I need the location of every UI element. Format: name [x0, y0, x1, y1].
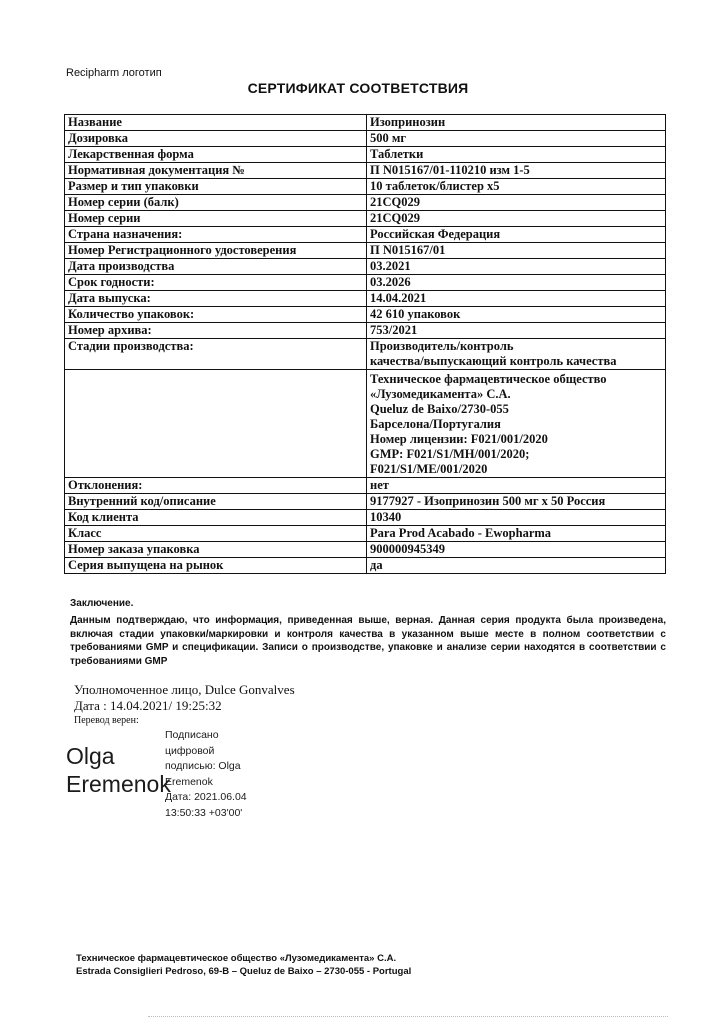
row-value: 10340	[367, 510, 666, 526]
table-row-production-stages	[65, 339, 666, 370]
row-label: Номер серии (балк)	[65, 195, 367, 211]
table-row	[65, 243, 666, 259]
row-value: Para Prod Acabado - Ewopharma	[367, 526, 666, 542]
row-value: 9177927 - Изопринозин 500 мг х 50 Россия	[367, 494, 666, 510]
production-role-line: Производитель/контроль	[370, 339, 514, 353]
row-label: Дата выпуска:	[65, 291, 367, 307]
manufacturer-line: GMP: F021/S1/MH/001/2020;	[370, 447, 530, 461]
signature-detail-line: подписью: Olga	[165, 760, 241, 772]
translation-verified-note: Перевод верен:	[74, 715, 139, 726]
table-row	[65, 115, 666, 131]
row-value: П N015167/01	[367, 243, 666, 259]
row-label: Дозировка	[65, 131, 367, 147]
certificate-table	[64, 114, 666, 574]
table-row-manufacturer	[65, 370, 666, 478]
table-row	[65, 558, 666, 574]
table-row	[65, 211, 666, 227]
authorized-person: Уполномоченное лицо, Dulce Gonvalves	[74, 682, 295, 697]
manufacturer-line: Техническое фармацевтическое общество	[370, 372, 607, 386]
table-row	[65, 542, 666, 558]
manufacturer-line: Барселона/Португалия	[370, 417, 501, 431]
row-value: 14.04.2021	[367, 291, 666, 307]
row-label: Срок годности:	[65, 275, 367, 291]
digital-signature-name	[66, 742, 171, 798]
signature-date: Дата : 14.04.2021/ 19:25:32	[74, 698, 222, 713]
row-label-empty	[65, 370, 367, 478]
row-value: 03.2021	[367, 259, 666, 275]
row-label: Лекарственная форма	[65, 147, 367, 163]
table-row	[65, 147, 666, 163]
row-label: Стадии производства:	[65, 339, 367, 370]
row-value: 42 610 упаковок	[367, 307, 666, 323]
row-value: Изопринозин	[367, 115, 666, 131]
row-value: П N015167/01-110210 изм 1-5	[367, 163, 666, 179]
row-label: Количество упаковок:	[65, 307, 367, 323]
signature-detail-line: Eremenok	[165, 775, 213, 788]
table-row	[65, 227, 666, 243]
table-row	[65, 179, 666, 195]
row-label: Размер и тип упаковки	[65, 179, 367, 195]
row-value: Российская Федерация	[367, 227, 666, 243]
logo-placeholder-note: Recipharm логотип	[66, 67, 162, 79]
table-row	[65, 291, 666, 307]
table-row	[65, 307, 666, 323]
scan-edge-mark	[148, 1016, 668, 1017]
table-row	[65, 510, 666, 526]
table-row	[65, 195, 666, 211]
table-row	[65, 478, 666, 494]
page-footer	[76, 952, 411, 978]
row-label: Нормативная документация №	[65, 163, 367, 179]
signature-detail-line: Дата: 2021.06.04	[165, 791, 247, 803]
row-label: Отклонения:	[65, 478, 367, 494]
production-role-line: качества/выпускающий контроль качества	[370, 354, 617, 368]
row-label: Дата производства	[65, 259, 367, 275]
digital-signature-details	[165, 728, 285, 821]
manufacturer-line: «Лузомедикамента» С.А.	[370, 387, 511, 401]
footer-company: Техническое фармацевтическое общество «Лузомедикамента» С.А.	[76, 953, 397, 964]
row-label: Внутренний код/описание	[65, 494, 367, 510]
conclusion-paragraph: Данным подтверждаю, что информация, приведенная выше, верная. Данная серия продукта была произведена, включая стадии упаковки/маркировки и контроля качества в указанном выше месте в полном соответствии с требованиями GMP и спецификации. Записи о производстве, упаковке и анализе серии находятся в соответствии с требованиями GMP	[70, 615, 666, 667]
footer-address: Estrada Consiglieri Pedroso, 69-B – Queluz de Baixo – 2730-055 - Portugal	[76, 966, 412, 977]
row-label: Серия выпущена на рынок	[65, 558, 367, 574]
row-value: 21CQ029	[367, 195, 666, 211]
row-value: 03.2026	[367, 275, 666, 291]
table-row	[65, 526, 666, 542]
table-row	[65, 131, 666, 147]
row-label: Номер Регистрационного удостоверения	[65, 243, 367, 259]
row-value: нет	[367, 478, 666, 494]
signature-name-line: Olga	[66, 743, 115, 769]
row-label: Класс	[65, 526, 367, 542]
row-value: 900000945349	[367, 542, 666, 558]
row-value: 753/2021	[367, 323, 666, 339]
manufacturer-line: Номер лицензии: F021/001/2020	[370, 432, 548, 446]
row-label: Номер серии	[65, 211, 367, 227]
signature-detail-line: Подписано	[165, 729, 219, 741]
signature-detail-line: 13:50:33 +03'00'	[165, 806, 243, 819]
table-row	[65, 259, 666, 275]
row-label: Название	[65, 115, 367, 131]
row-label: Номер заказа упаковка	[65, 542, 367, 558]
row-value: 500 мг	[367, 131, 666, 147]
signature-detail-line: цифровой	[165, 744, 215, 757]
manufacturer-line: F021/S1/ME/001/2020	[370, 462, 488, 476]
table-row	[65, 494, 666, 510]
manufacturer-details	[367, 370, 666, 478]
row-label: Код клиента	[65, 510, 367, 526]
row-value: 10 таблеток/блистер х5	[367, 179, 666, 195]
table-row	[65, 275, 666, 291]
row-value: 21CQ029	[367, 211, 666, 227]
table-row	[65, 323, 666, 339]
production-role	[367, 339, 666, 370]
row-value: Таблетки	[367, 147, 666, 163]
manufacturer-line: Queluz de Baixo/2730-055	[370, 402, 509, 416]
row-label: Страна назначения:	[65, 227, 367, 243]
conclusion-heading: Заключение.	[70, 598, 134, 609]
row-label: Номер архива:	[65, 323, 367, 339]
row-value: да	[367, 558, 666, 574]
table-row	[65, 163, 666, 179]
signature-name-line: Eremenok	[66, 771, 171, 797]
document-title: СЕРТИФИКАТ СООТВЕТСТВИЯ	[247, 80, 469, 96]
